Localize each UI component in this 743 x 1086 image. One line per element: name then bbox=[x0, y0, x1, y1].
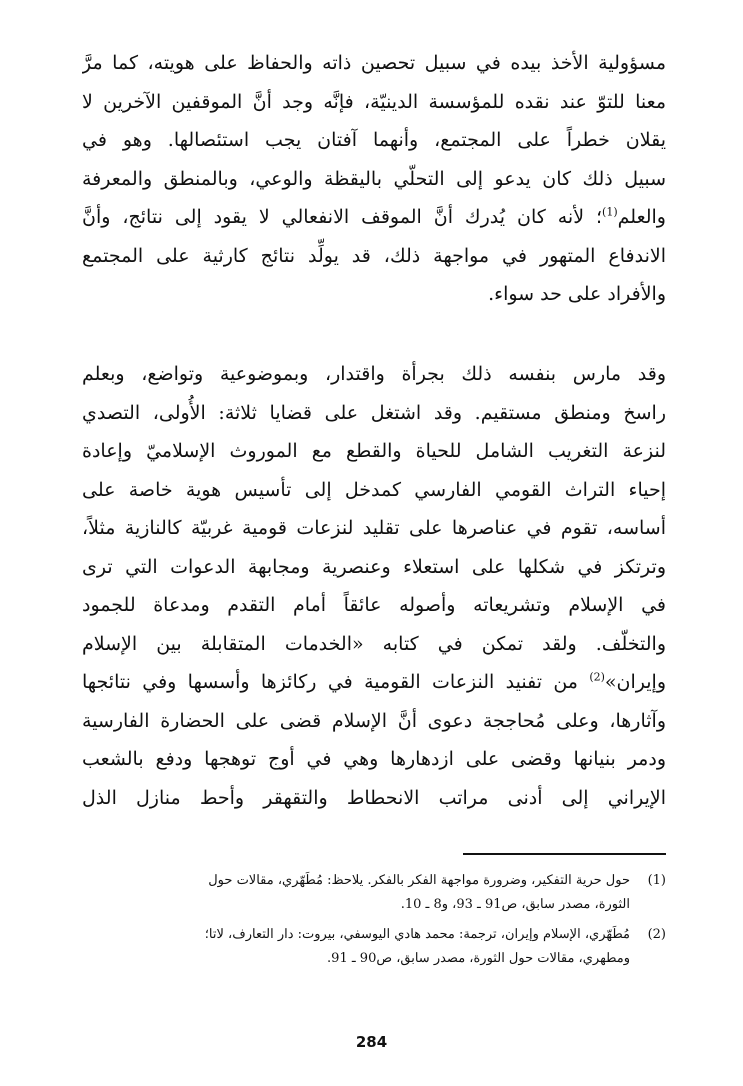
text-line: مسؤولية الأخذ بيده في سبيل تحصين ذاته والحفاظ على هويته، كما مرَّ bbox=[82, 52, 666, 74]
footnote-text: حول حرية التفكير، وضرورة مواجهة الفكر بالفكر. يلاحظ: مُطَهّري، مقالات حول bbox=[208, 873, 630, 888]
text-line-with-footnote-ref bbox=[82, 663, 666, 702]
footnote-text: مُطَهّري، الإسلام وإيران، ترجمة: محمد هادي اليوسفي، بيروت: دار التعارف، لاتا؛ bbox=[204, 927, 630, 942]
footnote-1 bbox=[82, 869, 666, 917]
text-fragment: والعلم bbox=[617, 206, 666, 228]
footnote-ref-1[interactable]: (1) bbox=[602, 205, 618, 219]
paragraph-1 bbox=[82, 44, 666, 314]
text-fragment: وإيران» bbox=[604, 671, 666, 693]
text-line: الإيراني إلى أدنى مراتب الانحطاط والتقهقر وأحط منازل الذل bbox=[82, 786, 666, 809]
text-line: راسخ ومنطق مستقيم. وقد اشتغل على قضايا ثلاثة: الأُولى، التصدي bbox=[82, 401, 666, 424]
footnote-number: (2) bbox=[647, 927, 666, 942]
text-line: ودمر بنيانها وقضى على ازدهارها وهي في أوج توهجها ودفع بالشعب bbox=[82, 748, 666, 770]
text-fragment: ؛ لأنه كان يُدرك أنَّ الموقف الانفعالي لا يقود إلى نتائج، وأنَّ bbox=[82, 206, 603, 228]
text-fragment: من تفنيد النزعات القومية في ركائزها وأسسها وفي نتائجها bbox=[82, 671, 590, 693]
footnote-text: ومطهري، مقالات حول الثورة، مصدر سابق، ص90 ـ 91. bbox=[327, 951, 630, 966]
text-line: يقلان خطراً على المجتمع، وأنهما آفتان يجب استئصالها. وهو في bbox=[82, 129, 666, 151]
text-line: لنزعة التغريب الشامل للحياة والقطع مع الموروث الإسلاميّ وإعادة bbox=[82, 440, 666, 462]
text-line: أساسه، تقوم في عناصرها على تقليد لنزعات قومية غربيّة كالنازية مثلاً، bbox=[82, 517, 666, 539]
footnote-text: الثورة، مصدر سابق، ص91 ـ 93، و8 ـ 10. bbox=[400, 897, 630, 912]
text-line: وآثارها، وعلى مُحاججة دعوى أنَّ الإسلام قضى على الحضارة الفارسية bbox=[82, 709, 666, 732]
text-line: وترتكز في شكلها على استعلاء وعنصرية ومجابهة الدعوات التي ترى bbox=[82, 555, 666, 578]
text-line: سبيل ذلك كان يدعو إلى التحلّي باليقظة والوعي، وبالمنطق والمعرفة bbox=[82, 167, 666, 190]
text-line: الاندفاع المتهور في مواجهة ذلك، قد يولِّد نتائج كارثية على المجتمع bbox=[82, 244, 666, 267]
footnote-2 bbox=[82, 923, 666, 971]
text-line: معنا للتوّ عند نقده للمؤسسة الدينيّة، فإنَّه وجد أنَّ الموقفين الآخرين لا bbox=[82, 90, 666, 113]
text-line: والتخلّف. ولقد تمكن في كتابه «الخدمات المتقابلة بين الإسلام bbox=[82, 632, 666, 655]
footnote-ref-2[interactable]: (2) bbox=[589, 670, 605, 684]
footnote-number: (1) bbox=[647, 873, 666, 888]
footnotes bbox=[82, 869, 666, 977]
text-line-with-footnote-ref bbox=[82, 198, 666, 237]
page-number: 284 bbox=[355, 1033, 388, 1051]
text-line: إحياء التراث القومي الفارسي كمدخل إلى تأسيس هوية خاصة على bbox=[82, 478, 666, 501]
text-line: والأفراد على حد سواء. bbox=[488, 283, 666, 305]
footnote-divider bbox=[463, 853, 666, 855]
text-line: وقد مارس بنفسه ذلك بجرأة واقتدار، وبموضوعية وتواضع، وبعلم bbox=[82, 363, 666, 385]
paragraph-2 bbox=[82, 355, 666, 817]
text-line: في الإسلام وتشريعاته وأصوله عائقاً أمام التقدم ومدعاة للجمود bbox=[82, 594, 666, 616]
